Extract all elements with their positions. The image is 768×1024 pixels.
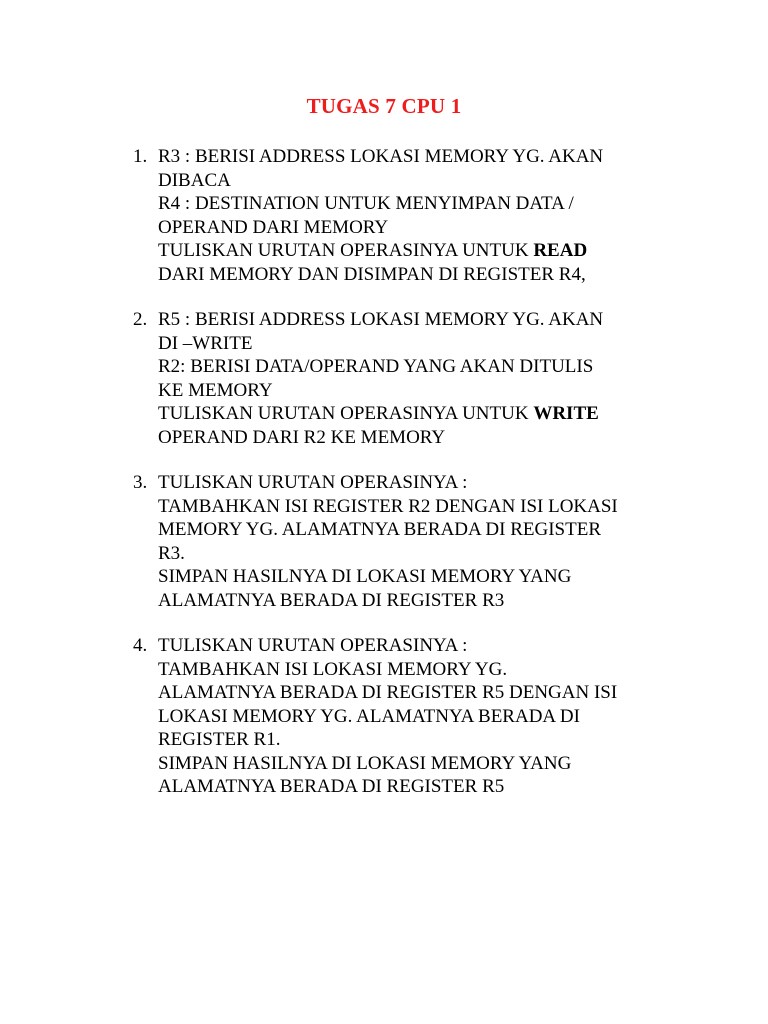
- task-item-3: [0, 471, 768, 612]
- task-line: DIBACA: [158, 169, 231, 191]
- task-line: R4 : DESTINATION UNTUK MENYIMPAN DATA /: [158, 193, 574, 214]
- task-line: TAMBAHKAN ISI REGISTER R2 DENGAN ISI LOKASI: [158, 495, 618, 517]
- task-line: [158, 402, 768, 426]
- task-line: DARI MEMORY DAN DISIMPAN DI REGISTER R4,: [158, 263, 586, 285]
- task-line: ALAMATNYA BERADA DI REGISTER R5 DENGAN ISI: [158, 682, 618, 703]
- task-line: R3 : BERISI ADDRESS LOKASI MEMORY YG. AKAN: [158, 146, 604, 167]
- task-item-1: [0, 145, 768, 286]
- task-line: R5 : BERISI ADDRESS LOKASI MEMORY YG. AKAN: [158, 309, 604, 330]
- task-list: [0, 145, 768, 821]
- task-line: R3.: [158, 542, 185, 564]
- task-line-text: TULISKAN URUTAN OPERASINYA UNTUK: [158, 240, 534, 261]
- task-line: LOKASI MEMORY YG. ALAMATNYA BERADA DI: [158, 705, 580, 727]
- task-line: ALAMATNYA BERADA DI REGISTER R3: [158, 589, 505, 611]
- task-line: KE MEMORY: [158, 379, 273, 401]
- task-line: R2: BERISI DATA/OPERAND YANG AKAN DITULIS: [158, 356, 594, 377]
- task-line-text: TULISKAN URUTAN OPERASINYA UNTUK: [158, 403, 534, 424]
- task-line: OPERAND DARI MEMORY: [158, 216, 389, 238]
- page-title: TUGAS 7 CPU 1: [306, 94, 462, 118]
- task-line: REGISTER R1.: [158, 729, 281, 750]
- task-line-keyword: WRITE: [533, 403, 599, 424]
- task-line: [158, 239, 768, 263]
- task-number: 3.: [133, 472, 148, 493]
- task-number: 2.: [133, 309, 148, 330]
- task-line: TAMBAHKAN ISI LOKASI MEMORY YG.: [158, 658, 508, 680]
- task-line: TULISKAN URUTAN OPERASINYA :: [158, 635, 468, 656]
- task-line: SIMPAN HASILNYA DI LOKASI MEMORY YANG: [158, 566, 572, 587]
- task-item-4: [0, 634, 768, 799]
- task-number: 4.: [133, 635, 148, 656]
- task-line: MEMORY YG. ALAMATNYA BERADA DI REGISTER: [158, 519, 602, 540]
- task-line-keyword: READ: [533, 240, 588, 261]
- task-line: TULISKAN URUTAN OPERASINYA :: [158, 472, 468, 493]
- task-number: 1.: [133, 146, 148, 167]
- task-line: DI –WRITE: [158, 332, 253, 354]
- task-item-2: [0, 308, 768, 449]
- task-line: OPERAND DARI R2 KE MEMORY: [158, 426, 446, 448]
- task-line: ALAMATNYA BERADA DI REGISTER R5: [158, 776, 505, 797]
- task-line: SIMPAN HASILNYA DI LOKASI MEMORY YANG: [158, 752, 572, 774]
